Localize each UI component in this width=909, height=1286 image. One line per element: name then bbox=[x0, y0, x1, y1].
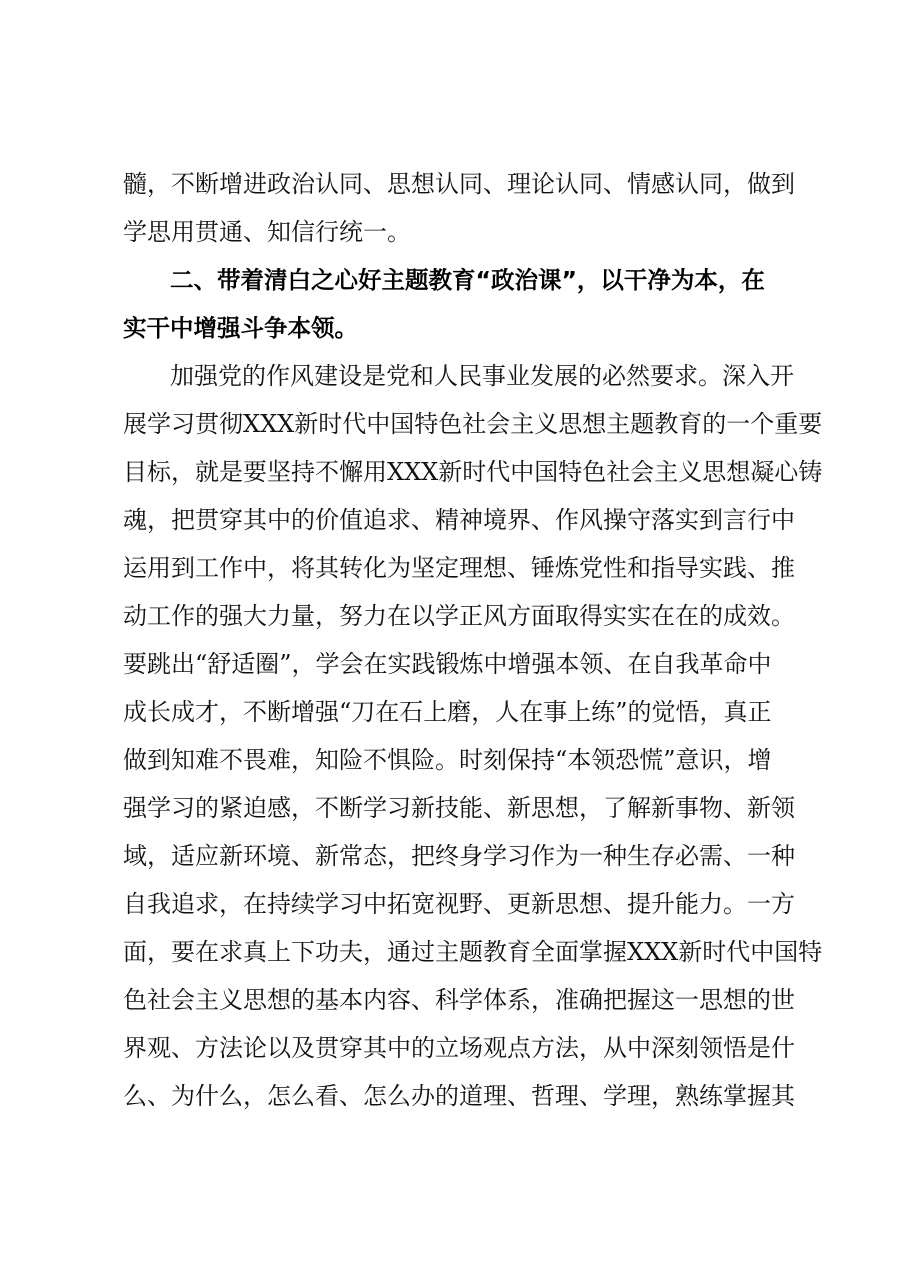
section-heading-line-1: 二、带着清白之心好主题教育“政治课”，以干净为本，在 bbox=[170, 266, 765, 294]
paragraph-line-5: 运用到工作中，将其转化为坚定理想、锤炼党性和指导实践、推 bbox=[123, 554, 795, 582]
paragraph-line-2: 展学习贯彻XXX新时代中国特色社会主义思想主题教育的一个重要 bbox=[123, 410, 823, 438]
paragraph-line-15: 界观、方法论以及贯穿其中的立场观点方法，从中深刻领悟是什 bbox=[123, 1034, 795, 1062]
paragraph-line-10: 强学习的紧迫感，不断学习新技能、新思想，了解新事物、新领 bbox=[123, 794, 795, 822]
paragraph-line-6: 动工作的强大力量，努力在以学正风方面取得实实在在的成效。 bbox=[123, 602, 795, 630]
paragraph-line-16: 么、为什么，怎么看、怎么办的道理、哲理、学理，熟练掌握其 bbox=[123, 1082, 795, 1110]
paragraph-line-11: 域，适应新环境、新常态，把终身学习作为一种生存必需、一种 bbox=[123, 842, 795, 870]
paragraph-line-1: 加强党的作风建设是党和人民事业发展的必然要求。深入开 bbox=[170, 362, 794, 390]
body-line-2: 学思用贯通、知信行统一。 bbox=[123, 218, 411, 246]
body-line-1: 髓，不断增进政治认同、思想认同、理论认同、情感认同，做到 bbox=[123, 170, 795, 198]
paragraph-line-8: 成长成才，不断增强“刀在石上磨，人在事上练”的觉悟，真正 bbox=[123, 698, 772, 726]
paragraph-line-14: 色社会主义思想的基本内容、科学体系，准确把握这一思想的世 bbox=[123, 986, 795, 1014]
section-heading-line-2: 实干中增强斗争本领。 bbox=[123, 314, 358, 342]
paragraph-line-9: 做到知难不畏难，知险不惧险。时刻保持“本领恐慌”意识，增 bbox=[123, 746, 772, 774]
paragraph-line-12: 自我追求，在持续学习中拓宽视野、更新思想、提升能力。一方 bbox=[123, 890, 795, 918]
paragraph-line-4: 魂，把贯穿其中的价值追求、精神境界、作风操守落实到言行中 bbox=[123, 506, 795, 534]
paragraph-line-13: 面，要在求真上下功夫，通过主题教育全面掌握XXX新时代中国特 bbox=[123, 938, 823, 966]
paragraph-line-3: 目标，就是要坚持不懈用XXX新时代中国特色社会主义思想凝心铸 bbox=[123, 458, 823, 486]
paragraph-line-7: 要跳出“舒适圈”，学会在实践锻炼中增强本领、在自我革命中 bbox=[123, 650, 772, 678]
